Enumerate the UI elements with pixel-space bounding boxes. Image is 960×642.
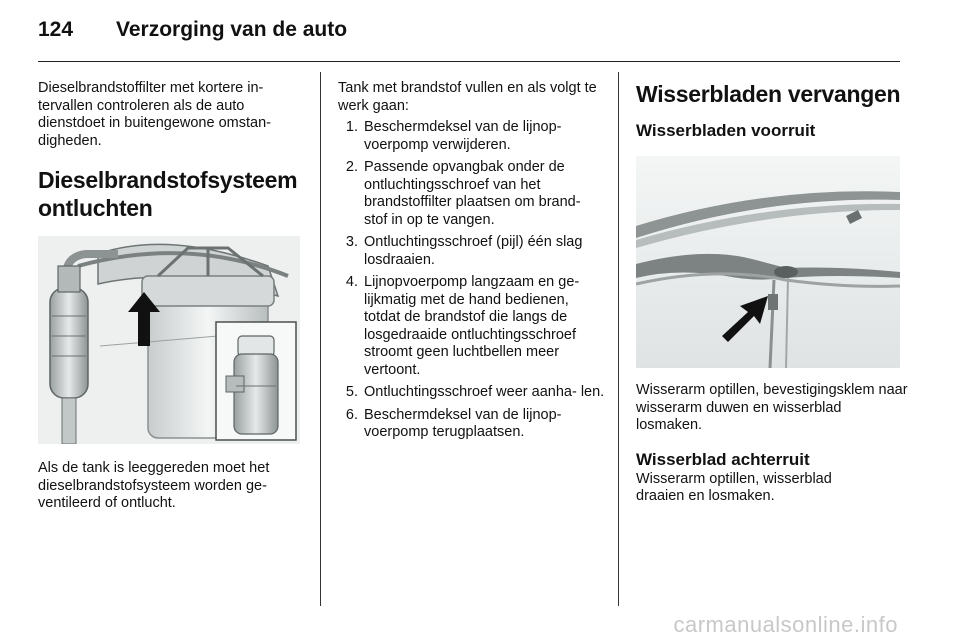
fuel-filter-illustration bbox=[38, 236, 300, 444]
header-title: Verzorging van de auto bbox=[116, 18, 348, 41]
section-heading-bleed-fuel: Dieselbrandstofsysteem ontluchten bbox=[38, 167, 298, 221]
watermark: carmanualsonline.info bbox=[673, 612, 898, 637]
rear-wiper-paragraph: Wisserarm optillen, wisserblad draaien en losmaken. bbox=[636, 470, 832, 504]
front-wiper-paragraph: Wisserarm optillen, bevestigingsklem naar wisserarm duwen en wisserblad losmaken. bbox=[636, 382, 908, 433]
column-middle bbox=[338, 80, 606, 447]
column-right bbox=[636, 80, 908, 506]
subheading-front-wipers: Wisserbladen voorruit bbox=[636, 121, 816, 140]
column-divider bbox=[320, 72, 321, 606]
list-item: 2. Passende opvangbak onder de ontluchtingsschroef van het brandstoffilter plaatsen om brand- stof in op te vangen. bbox=[345, 159, 581, 228]
wiper-illustration bbox=[636, 156, 900, 368]
list-item: 3. Ontluchtingsschroef (pijl) één slag losdraaien. bbox=[345, 234, 583, 268]
fuel-filter-figure bbox=[38, 236, 300, 444]
procedure-intro: Tank met brandstof vullen en als volgt te werk gaan: bbox=[338, 80, 597, 114]
list-item: 6. Beschermdeksel van de lijnop- voerpomp terugplaatsen. bbox=[345, 406, 562, 440]
page-header bbox=[38, 18, 347, 50]
subheading-rear-wiper: Wisserblad achterruit bbox=[636, 449, 810, 469]
list-item: 4. Lijnopvoerpomp langzaam en ge- lijkmatig met de hand bedienen, totdat de brandstof die langs de losgedraaide ontluchtingsschroef stroomt geen luchtbellen meer vertoont. bbox=[345, 274, 580, 378]
section-heading-wipers: Wisserbladen vervangen bbox=[636, 81, 901, 107]
page-number: 124 bbox=[38, 18, 74, 41]
list-item: 5. Ontluchtingsschroef weer aanha- len. bbox=[345, 384, 605, 400]
header-rule bbox=[38, 61, 900, 62]
wiper-figure bbox=[636, 156, 900, 368]
column-left bbox=[38, 80, 300, 513]
column-divider bbox=[618, 72, 619, 606]
intro-paragraph: Dieselbrandstoffilter met kortere in- tervallen controleren als de auto dienstdoet in buitengewone omstan- digheden. bbox=[38, 80, 271, 149]
list-item: 1. Beschermdeksel van de lijnop- voerpomp verwijderen. bbox=[345, 119, 562, 153]
procedure-steps bbox=[338, 119, 606, 442]
bleed-paragraph: Als de tank is leeggereden moet het dieselbrandstofsysteem worden ge- ventileerd of ontlucht. bbox=[38, 460, 270, 511]
